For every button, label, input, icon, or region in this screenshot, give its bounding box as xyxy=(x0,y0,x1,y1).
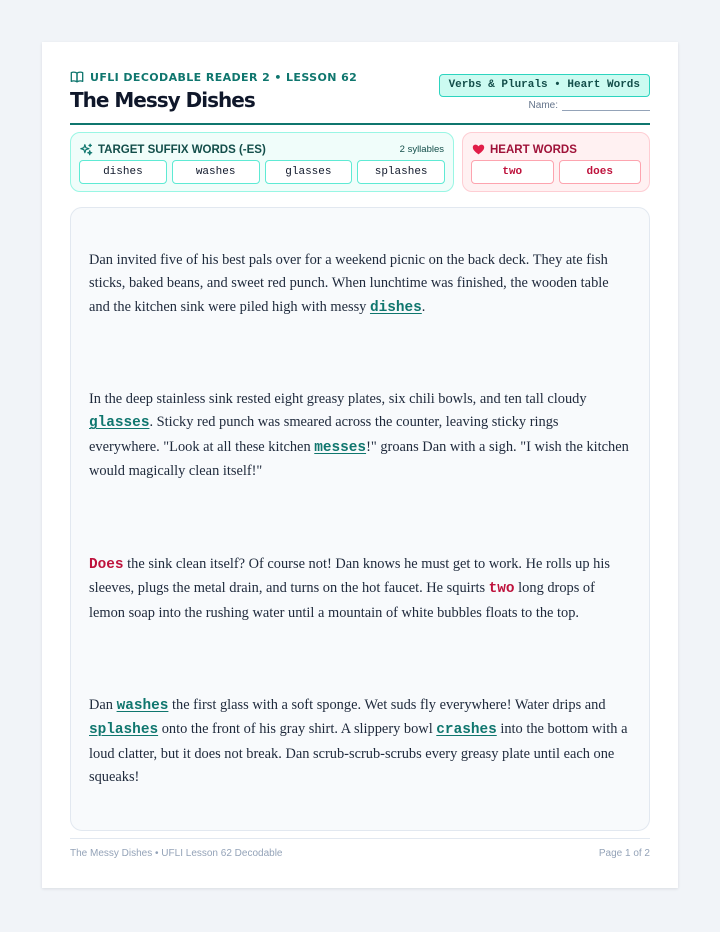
target-word: messes xyxy=(314,439,367,456)
heart-box-title: HEART WORDS xyxy=(490,143,577,156)
story-text: . xyxy=(421,298,426,315)
target-suffix-box xyxy=(70,132,454,192)
heart-icon xyxy=(472,143,485,156)
story-text: Dan xyxy=(89,697,117,713)
header-divider xyxy=(70,123,650,125)
story-text: into the bottom with a loud clatter, but it does not break. Dan scrub-scrub-scrubs every greasy plate until each one squeaks! xyxy=(89,721,628,785)
suffix-word-chip: dishes xyxy=(79,160,167,184)
story-paragraph-4 xyxy=(89,694,629,789)
header xyxy=(70,70,650,126)
story-text: the sink clean itself? Of course not! Dan knows he must get to work. He rolls up his sleeves, plugs the metal drain, and turns on the hot faucet. He squirts xyxy=(89,556,610,597)
story-text: the first glass with a soft sponge. Wet suds fly everywhere! Water drips and xyxy=(168,697,606,713)
story-text: long drops of lemon soap into the rushing water until a mountain of white bubbles floats to the top. xyxy=(89,580,595,621)
suffix-word-chips xyxy=(79,160,445,184)
story-paragraph-2 xyxy=(89,388,629,483)
heart-word-chips xyxy=(471,160,641,184)
worksheet-page xyxy=(42,42,678,888)
heart-word: Does xyxy=(89,557,124,573)
story-text: Dan invited five of his best pals over for a weekend picnic on the back deck. They ate fish sticks, baked beans, and sweet red punch. When lunchtime was finished, the wooden table and the kitchen sink were piled high with messy xyxy=(89,252,609,315)
story-paragraph-3 xyxy=(89,553,629,625)
lesson-kicker xyxy=(70,70,357,84)
name-field xyxy=(529,100,650,111)
suffix-box-heading xyxy=(80,143,444,156)
book-icon xyxy=(70,70,84,84)
target-word: dishes xyxy=(369,299,422,316)
name-blank-line xyxy=(562,101,650,111)
target-word: crashes xyxy=(436,722,497,739)
heart-word-chip: two xyxy=(471,160,554,184)
kicker-text: UFLI DECODABLE READER 2 • LESSON 62 xyxy=(90,70,358,84)
heart-word-chip: does xyxy=(559,160,642,184)
heart-word: two xyxy=(488,581,515,598)
name-label: Name: xyxy=(528,100,558,111)
target-word: glasses xyxy=(89,415,150,432)
heart-words-box xyxy=(462,132,650,192)
target-word: washes xyxy=(116,698,169,714)
story-text: . Sticky red punch was smeared across the counter, leaving sticky rings everywhere. "Look at all these kitchen xyxy=(89,414,559,455)
page-number: Page 1 of 2 xyxy=(598,848,650,859)
syllable-note: 2 syllables xyxy=(399,144,444,155)
page-title: The Messy Dishes xyxy=(70,88,255,112)
sparkle-icon xyxy=(80,143,93,156)
story-text: In the deep stainless sink rested eight greasy plates, six chili bowls, and ten tall cloudy xyxy=(89,391,587,407)
footer-divider xyxy=(70,838,650,839)
target-word: splashes xyxy=(89,722,159,739)
suffix-word-chip: washes xyxy=(172,160,260,184)
topic-badge: Verbs & Plurals • Heart Words xyxy=(439,74,650,97)
story-panel xyxy=(70,207,650,831)
story-text: onto the front of his gray shirt. A slippery bowl xyxy=(158,721,437,738)
footer-title: The Messy Dishes • UFLI Lesson 62 Decodable xyxy=(70,848,283,859)
suffix-word-chip: splashes xyxy=(357,160,445,184)
story-paragraph-1 xyxy=(89,249,629,320)
suffix-box-title: TARGET SUFFIX WORDS (-ES) xyxy=(98,143,266,156)
suffix-word-chip: glasses xyxy=(265,160,353,184)
heart-box-heading xyxy=(472,143,640,156)
story-text: !" groans Dan with a sigh. "I wish the kitchen would magically clean itself!" xyxy=(89,438,629,479)
